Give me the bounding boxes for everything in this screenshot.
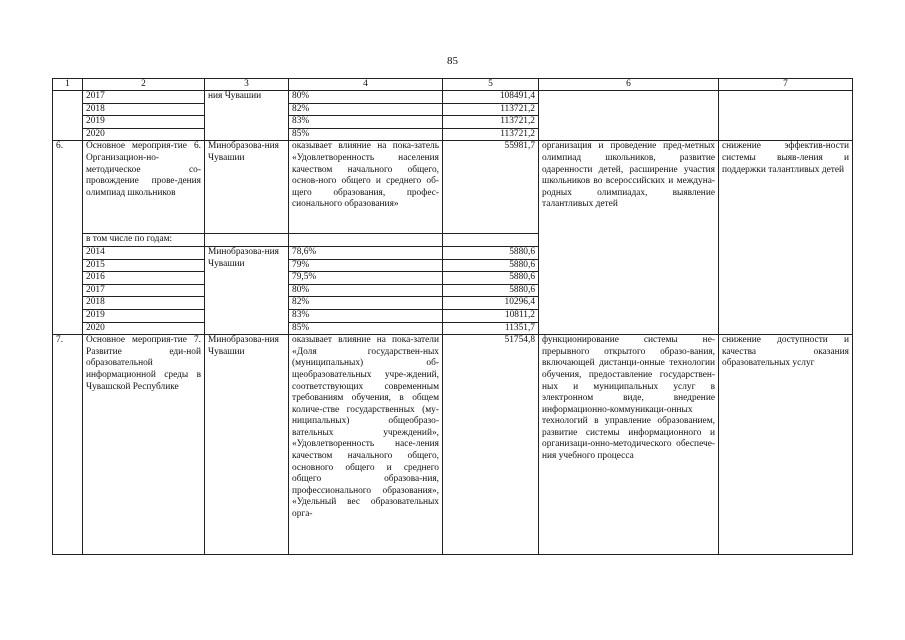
header-cell: 3 (205, 79, 289, 91)
amount-cell: 11351,7 (443, 322, 539, 335)
year-cell: 2019 (83, 309, 205, 322)
table-row (53, 91, 853, 104)
indicator-cell: 80% (289, 284, 443, 297)
year-cell: 2020 (83, 128, 205, 141)
activities-cell: организация и проведение пред-метных олимпиад школьников, развитие одаренности детей, расширение участия школьников во всероссийских и междуна-родных олимпиадах, выявление талантливых детей (539, 141, 719, 335)
year-cell: 2018 (83, 103, 205, 116)
program-measures-table (52, 78, 853, 555)
amount-cell: 5880,6 (443, 284, 539, 297)
effect-cell: оказывает влияние на пока-затели «Доля государствен-ных (муниципальных) об-щеобразовательных учре-ждений, соответствующих современным требованиям обучения, в общем количе-стве государственных (му-ниципальных) общеобразо-вательных учреждений», «Удовлетворенность насе-ления качеством начального общего, основного общего и среднего общего образова-ния, профессионального образования», «Удельный вес образовательных орга- (289, 335, 443, 555)
executor-cell: Минобразова-ния Чувашии (205, 335, 289, 555)
indicator-cell: 82% (289, 103, 443, 116)
executor-cell: Минобразова-ния Чувашии (205, 246, 289, 334)
year-cell: 2018 (83, 297, 205, 310)
indicator-cell: 82% (289, 297, 443, 310)
amount-cell: 108491,4 (443, 91, 539, 104)
amount-cell: 10296,4 (443, 297, 539, 310)
amount-cell: 113721,2 (443, 116, 539, 129)
table-header-row (53, 79, 853, 91)
year-cell: 2019 (83, 116, 205, 129)
indicator-cell: 80% (289, 91, 443, 104)
amount-cell (443, 234, 539, 247)
indicator-cell: 79,5% (289, 272, 443, 285)
amount-cell: 113721,2 (443, 128, 539, 141)
header-cell: 6 (539, 79, 719, 91)
year-cell: 2017 (83, 284, 205, 297)
year-cell: 2017 (83, 91, 205, 104)
table-row-measure-7 (53, 335, 853, 555)
amount-cell: 10811,2 (443, 309, 539, 322)
result-cell: снижение доступности и качества оказания образовательных услуг (719, 335, 853, 555)
indicator-cell: 83% (289, 116, 443, 129)
amount-cell: 5880,6 (443, 272, 539, 285)
measure-name: Основное мероприя-тие 7. Развитие еди-ной образовательной информационной среды в Чувашской Республике (83, 335, 205, 555)
header-cell: 5 (443, 79, 539, 91)
result-cell: снижение эффектив-ности системы выяв-ления и поддержки талантливых детей (719, 141, 853, 335)
table-row-measure-6 (53, 141, 853, 234)
effect-cell: оказывает влияние на пока-затель «Удовлетворенность населения качеством начального общего, основ-ного общего и среднего об-щего образования, профес-сионального образования» (289, 141, 443, 234)
executor-cell: Минобразова-ния Чувашии (205, 141, 289, 234)
number-cell (53, 91, 83, 141)
activities-cell (539, 91, 719, 141)
year-cell: 2016 (83, 272, 205, 285)
indicator-cell (289, 234, 443, 247)
indicator-cell: 79% (289, 259, 443, 272)
executor-cell (205, 234, 289, 247)
indicator-cell: 85% (289, 128, 443, 141)
indicator-cell: 78,6% (289, 246, 443, 259)
indicator-cell: 85% (289, 322, 443, 335)
header-cell: 1 (53, 79, 83, 91)
year-cell: 2014 (83, 246, 205, 259)
amount-cell: 5880,6 (443, 259, 539, 272)
measure-number: 7. (53, 335, 83, 555)
result-cell (719, 91, 853, 141)
amount-cell: 5880,6 (443, 246, 539, 259)
executor-cell: ния Чувашии (205, 91, 289, 141)
year-cell: 2015 (83, 259, 205, 272)
amount-cell: 55981,7 (443, 141, 539, 234)
header-cell: 7 (719, 79, 853, 91)
measure-number: 6. (53, 141, 83, 335)
year-cell: 2020 (83, 322, 205, 335)
indicator-cell: 83% (289, 309, 443, 322)
subheader-cell: в том числе по годам: (83, 234, 205, 247)
page-number: 85 (447, 55, 458, 67)
amount-cell: 51754,8 (443, 335, 539, 555)
measure-name: Основное мероприя-тие 6. Организацион-но-методическое со-провождение прове-дения олимпиад школьников (83, 141, 205, 234)
amount-cell: 113721,2 (443, 103, 539, 116)
activities-cell: функционирование системы не-прерывного открытого образо-вания, включающей дистанци-онные технологии обучения, предоставление государствен-ных и муниципальных услуг в электронном виде, внедрение информационно-коммуникаци-онных технологий в управление образованием, развитие системы информационного и организаци-онно-методического обеспече-ния учебного процесса (539, 335, 719, 555)
header-cell: 2 (83, 79, 205, 91)
header-cell: 4 (289, 79, 443, 91)
